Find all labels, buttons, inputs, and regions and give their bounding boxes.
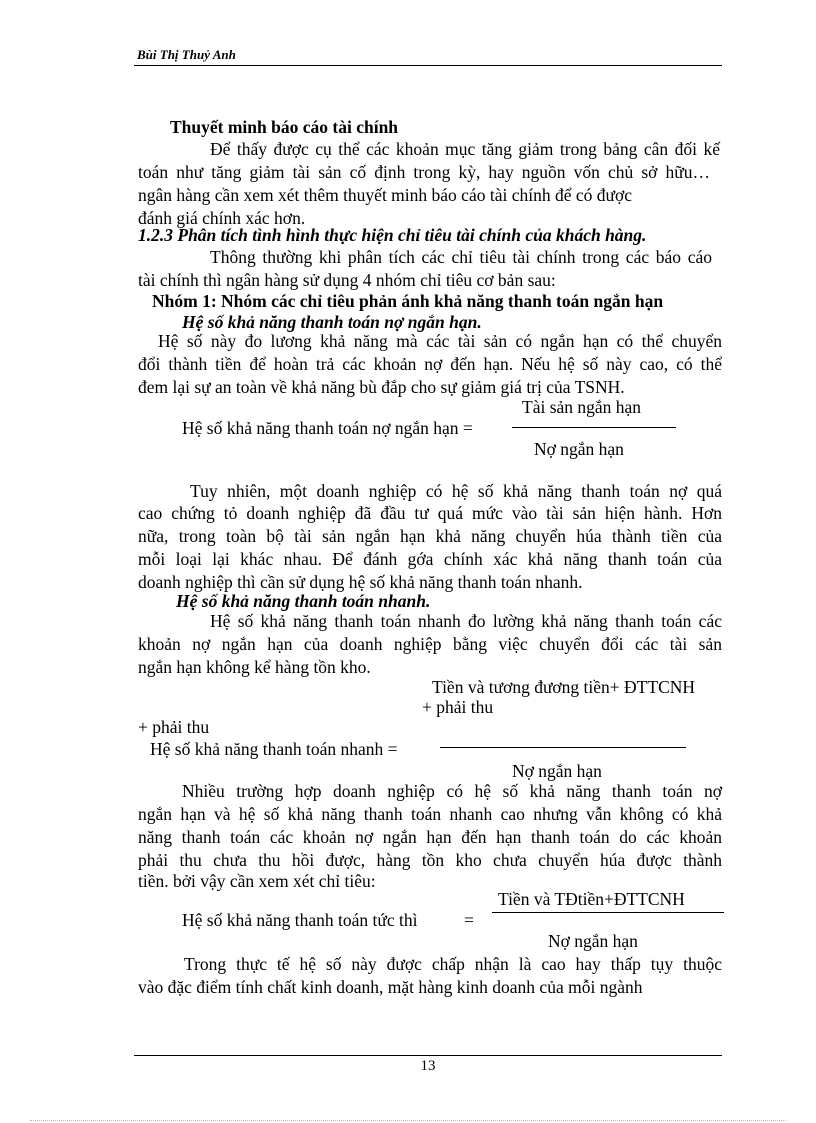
paragraph-line: ngắn hạn không kể hàng tồn kho. xyxy=(138,657,371,677)
formula3-label: Hệ số khả năng thanh toán tức thì xyxy=(182,910,418,930)
paragraph-line: mỗi loại lại khác nhau. Để đánh gớa chính xác khả năng thanh toán của xyxy=(138,549,722,569)
footer-rule xyxy=(134,1055,722,1056)
header-author: Bùi Thị Thuỷ Anh xyxy=(137,47,236,62)
formula3-denominator: Nợ ngắn hạn xyxy=(548,931,638,951)
formula1-numerator: Tài sản ngắn hạn xyxy=(522,397,642,417)
page-edge-divider xyxy=(30,1120,786,1121)
group-heading-1: Nhóm 1: Nhóm các chỉ tiêu phản ánh khả năng thanh toán ngắn hạn xyxy=(152,291,664,311)
formula2-denominator: Nợ ngắn hạn xyxy=(512,761,602,781)
section-heading-123: 1.2.3 Phân tích tình hình thực hiện chỉ tiêu tài chính của khách hàng. xyxy=(138,225,647,245)
formula3-numerator: Tiền và TĐtiền+ĐTTCNH xyxy=(498,889,685,909)
formula2-extra-term: + phải thu xyxy=(138,717,210,737)
formula2-fraction-bar xyxy=(440,747,686,748)
page-number: 13 xyxy=(420,1058,436,1074)
paragraph-line: ngắn hạn và hệ số khả năng thanh toán nhanh cao nhưng vẫn không có khả xyxy=(138,804,722,824)
formula1-label: Hệ số khả năng thanh toán nợ ngắn hạn = xyxy=(182,418,473,438)
header-rule xyxy=(134,65,722,66)
paragraph-line: nữa, trong toàn bộ tài sản ngắn hạn khả năng chuyển húa thành tiền của xyxy=(138,526,722,546)
paragraph-line: đem lại sự an toàn về khả năng bù đắp cho sự giảm giá trị của TSNH. xyxy=(138,377,625,397)
paragraph-line: ngân hàng cần xem xét thêm thuyết minh báo cáo tài chính để có được xyxy=(138,185,632,205)
subheading-current-ratio: Hệ số khả năng thanh toán nợ ngắn hạn. xyxy=(182,312,482,332)
paragraph-line: năng thanh toán các khoản nợ ngắn hạn đến hạn thanh toán do các khoản xyxy=(138,827,722,847)
paragraph-line: vào đặc điểm tính chất kinh doanh, mặt hàng kinh doanh của mỗi ngành xyxy=(138,977,643,997)
paragraph-line: Trong thực tế hệ số này được chấp nhận là cao hay thấp tụy thuộc xyxy=(184,954,722,974)
subheading-quick-ratio: Hệ số khả năng thanh toán nhanh. xyxy=(176,591,431,611)
paragraph-line: đánh giá chính xác hơn. xyxy=(138,208,306,228)
paragraph-line: phải thu chưa thu hồi được, hàng tồn kho chưa chuyển húa được thành xyxy=(138,850,722,870)
paragraph-line: doanh nghiệp thì cần sử dụng hệ số khả năng thanh toán nhanh. xyxy=(138,572,583,592)
paragraph-line: cao chứng tỏ doanh nghiệp đã đầu tư quá mức vào tài sản hiện hành. Hơn xyxy=(138,503,722,523)
paragraph-line: Để thấy được cụ thể các khoản mục tăng giảm trong bảng cân đối kế xyxy=(210,139,720,159)
paragraph-line: tài chính thì ngân hàng sử dụng 4 nhóm chỉ tiêu cơ bản sau: xyxy=(138,270,556,290)
paragraph-line: Thông thường khi phân tích các chỉ tiêu tài chính trong các báo cáo xyxy=(210,247,712,267)
paragraph-line: khoản nợ ngắn hạn của doanh nghiệp bằng việc chuyển đổi các tài sản xyxy=(138,634,722,654)
formula2-label: Hệ số khả năng thanh toán nhanh = xyxy=(150,739,398,759)
formula1-denominator: Nợ ngắn hạn xyxy=(534,439,624,459)
paragraph-line: Tuy nhiên, một doanh nghiệp có hệ số khả năng thanh toán nợ quá xyxy=(190,481,722,501)
section-heading-notes: Thuyết minh báo cáo tài chính xyxy=(170,117,399,137)
paragraph-line: tiền. bởi vậy cần xem xét chỉ tiêu: xyxy=(138,871,376,891)
paragraph-line: Hệ số khả năng thanh toán nhanh đo lường khả năng thanh toán các xyxy=(210,611,722,631)
paragraph-line: Nhiều trường hợp doanh nghiệp có hệ số khả năng thanh toán nợ xyxy=(182,781,722,801)
paragraph-line: Hệ số này đo lương khả năng mà các tài sản có ngắn hạn có thể chuyển xyxy=(158,331,722,351)
formula3-fraction-bar xyxy=(492,912,724,913)
paragraph-line: đổi thành tiền để hoàn trả các khoản nợ đến hạn. Nếu hệ số này cao, có thể xyxy=(138,354,722,374)
formula2-numerator-line1: Tiền và tương đương tiền+ ĐTTCNH xyxy=(432,677,696,697)
formula2-numerator-line2: + phải thu xyxy=(422,697,494,717)
formula3-equals: = xyxy=(464,910,474,930)
formula1-fraction-bar xyxy=(512,427,676,428)
paragraph-line: toán như tăng giảm tài sản cố định trong kỳ, hay nguồn vốn chủ sở hữu… xyxy=(138,162,710,182)
